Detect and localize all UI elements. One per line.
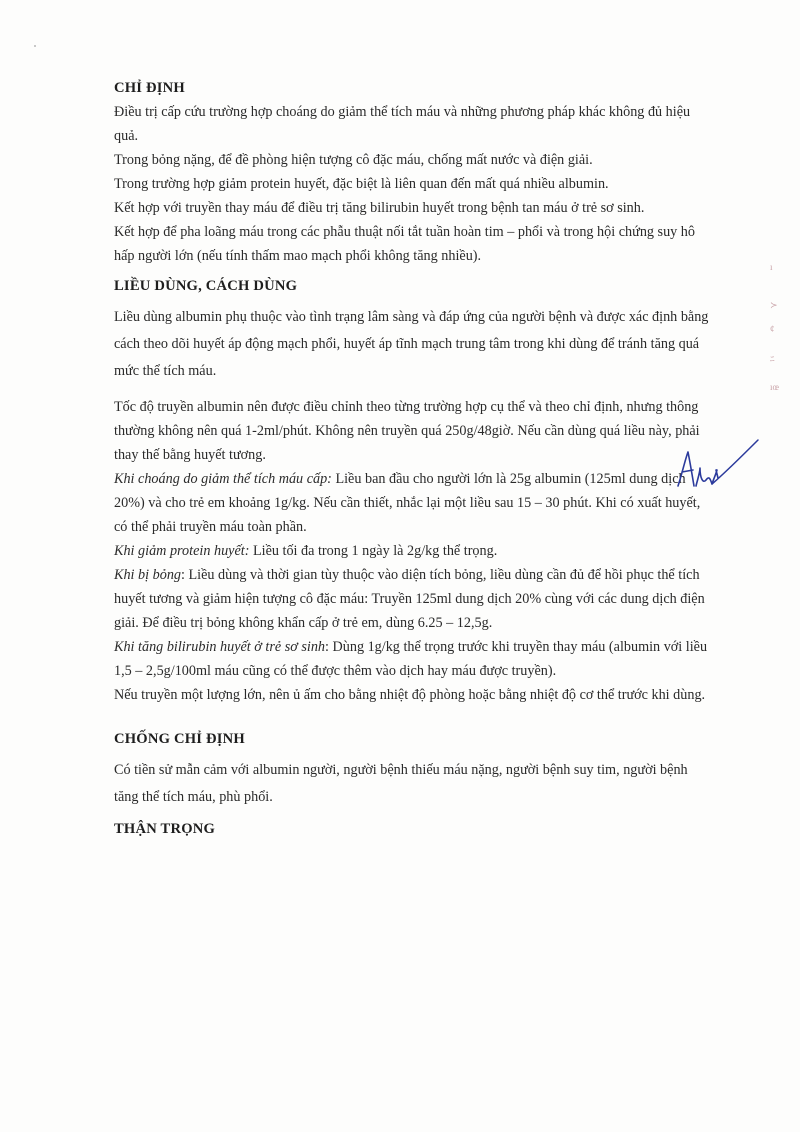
lieu-dung-paragraph-7: Nếu truyền một lượng lớn, nên ủ ấm cho bằng nhiệt độ phòng hoặc bằng nhiệt độ cơ thể trước khi dùng.	[114, 687, 706, 703]
heading-chong-chi-dinh: CHỐNG CHỈ ĐỊNH	[114, 731, 245, 747]
lieu-dung-choang-label: Khi choáng do giảm thể tích máu cấp:	[114, 471, 332, 487]
lieu-dung-choang-text: Liều ban đầu cho người lớn là 25g albumin (125ml dung dịch 20%) và cho trẻ em khoảng 1g/kg. Nếu cần thiết, nhắc lại một liều sau 15 – 30 phút. Khi có xuất huyết, có thể phải truyền máu toàn phần.	[114, 471, 701, 535]
chong-chi-dinh-paragraph-1: Có tiền sử mẫn cảm với albumin người, người bệnh thiếu máu nặng, người bệnh suy tim, người bệnh tăng thể tích máu, phù phổi.	[114, 762, 688, 805]
lieu-dung-bilirubin-label: Khi tăng bilirubin huyết ở trẻ sơ sinh	[114, 639, 326, 655]
lieu-dung-bilirubin-text: : Dùng 1g/kg thể trọng trước khi truyền thay máu (albumin với liều 1,5 – 2,5g/100ml máu cũng có thể được thêm vào dịch hay máu được truyền).	[114, 639, 708, 679]
chi-dinh-paragraph-1: Điều trị cấp cứu trường hợp choáng do giảm thể tích máu và những phương pháp khác không đủ hiệu quả.	[114, 104, 691, 144]
lieu-dung-paragraph-1: Liều dùng albumin phụ thuộc vào tình trạng lâm sàng và đáp ứng của người bệnh và được xác định bằng cách theo dõi huyết áp động mạch phổi, huyết áp tĩnh mạch trung tâm trong khi dùng để tránh tăng quá mức thể tích máu.	[114, 309, 709, 379]
lieu-dung-choang	[114, 467, 710, 539]
lieu-dung-bong-label: Khi bị bỏng	[114, 567, 182, 583]
chi-dinh-paragraph-4: Kết hợp với truyền thay máu để điều trị tăng bilirubin huyết trong bệnh tan máu ở trẻ sơ sinh.	[114, 200, 645, 216]
scan-speck	[34, 45, 36, 47]
margin-stamp-marks-icon: ı ≻ ¢ ﾆ ıœ	[770, 262, 779, 392]
lieu-dung-giam-protein	[114, 539, 710, 563]
heading-chi-dinh: CHỈ ĐỊNH	[114, 80, 185, 96]
lieu-dung-bilirubin	[114, 635, 710, 683]
lieu-dung-giam-protein-label: Khi giảm protein huyết:	[114, 543, 250, 559]
lieu-dung-bong-text: : Liều dùng và thời gian tùy thuộc vào diện tích bỏng, liều dùng cần đủ để hồi phục thể tích huyết tương và giảm hiện tượng cô đặc máu: Truyền 125ml dung dịch 20% cùng với các dung dịch điện giải. Để điều trị bỏng không khẩn cấp ở trẻ em, dùng 6.25 – 12,5g.	[114, 567, 705, 631]
heading-lieu-dung: LIỀU DÙNG, CÁCH DÙNG	[114, 278, 298, 294]
lieu-dung-giam-protein-text: Liều tối đa trong 1 ngày là 2g/kg thể trọng.	[249, 543, 498, 559]
heading-than-trong: THẬN TRỌNG	[114, 821, 216, 837]
chi-dinh-paragraph-3: Trong trường hợp giảm protein huyết, đặc biệt là liên quan đến mất quá nhiều albumin.	[114, 176, 609, 192]
lieu-dung-paragraph-2: Tốc độ truyền albumin nên được điều chỉnh theo từng trường hợp cụ thể và theo chỉ định, nhưng thông thường không nên quá 1-2ml/phút. Không nên truyền quá 250g/48giờ. Nếu cần dùng quá liều này, phải thay thế bằng huyết tương.	[114, 399, 700, 463]
handwritten-signature-icon	[676, 434, 760, 494]
chi-dinh-paragraph-2: Trong bỏng nặng, để đề phòng hiện tượng cô đặc máu, chống mất nước và điện giải.	[114, 152, 593, 168]
lieu-dung-bong	[114, 563, 710, 635]
document-body	[114, 76, 710, 841]
chi-dinh-paragraph-5: Kết hợp để pha loãng máu trong các phẫu thuật nối tắt tuần hoàn tim – phổi và trong hội chứng suy hô hấp người lớn (nếu tính thấm mao mạch phổi không tăng nhiều).	[114, 224, 695, 264]
